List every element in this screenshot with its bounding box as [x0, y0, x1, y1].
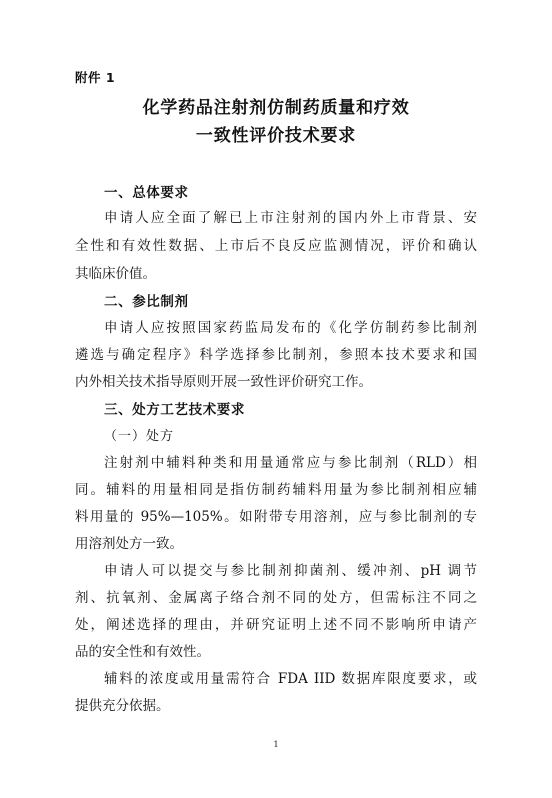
- paragraph-line: 申请人应按照国家药监局发布的《化学仿制药参比制剂: [104, 320, 477, 336]
- page-number: 1: [273, 740, 279, 749]
- paragraph-line: 提供充分依据。: [75, 698, 170, 714]
- document-title-line-2: 一致性评价技术要求: [195, 126, 357, 146]
- section-heading-formulation-process: 三、处方工艺技术要求: [104, 402, 245, 418]
- paragraph-line: 用溶剂处方一致。: [75, 536, 183, 552]
- paragraph-line: 内外相关技术指导原则开展一致性评价研究工作。: [75, 374, 372, 390]
- paragraph-line: 其临床价值。: [75, 266, 156, 282]
- paragraph-line: 全性和有效性数据、上市后不良反应监测情况，评价和确认: [75, 238, 477, 254]
- subsection-heading-formulation: （一）处方: [104, 429, 175, 444]
- attachment-label: 附件 1: [75, 70, 116, 85]
- paragraph-line: 处，阐述选择的理由，并研究证明上述不同不影响所申请产: [75, 617, 477, 633]
- paragraph-line: 品的安全性和有效性。: [75, 644, 210, 660]
- paragraph-line: 料用量的 95%—105%。如附带专用溶剂，应与参比制剂的专: [75, 509, 477, 525]
- section-heading-reference-drug: 二、参比制剂: [104, 294, 189, 310]
- paragraph-line: 注射剂中辅料种类和用量通常应与参比制剂（RLD）相: [104, 455, 477, 471]
- paragraph-line: 遴选与确定程序》科学选择参比制剂，参照本技术要求和国: [75, 347, 477, 363]
- paragraph-line: 辅料的浓度或用量需符合 FDA IID 数据库限度要求，或: [104, 671, 477, 687]
- paragraph-line: 申请人可以提交与参比制剂抑菌剂、缓冲剂、pH 调节: [104, 563, 477, 579]
- paragraph-line: 申请人应全面了解已上市注射剂的国内外上市背景、安: [104, 210, 477, 226]
- document-title-line-1: 化学药品注射剂仿制药质量和疗效: [142, 98, 410, 118]
- section-heading-general-requirements: 一、总体要求: [104, 185, 189, 201]
- paragraph-line: 剂、抗氧剂、金属离子络合剂不同的处方，但需标注不同之: [75, 590, 477, 606]
- paragraph-line: 同。辅料的用量相同是指仿制药辅料用量为参比制剂相应辅: [75, 482, 477, 498]
